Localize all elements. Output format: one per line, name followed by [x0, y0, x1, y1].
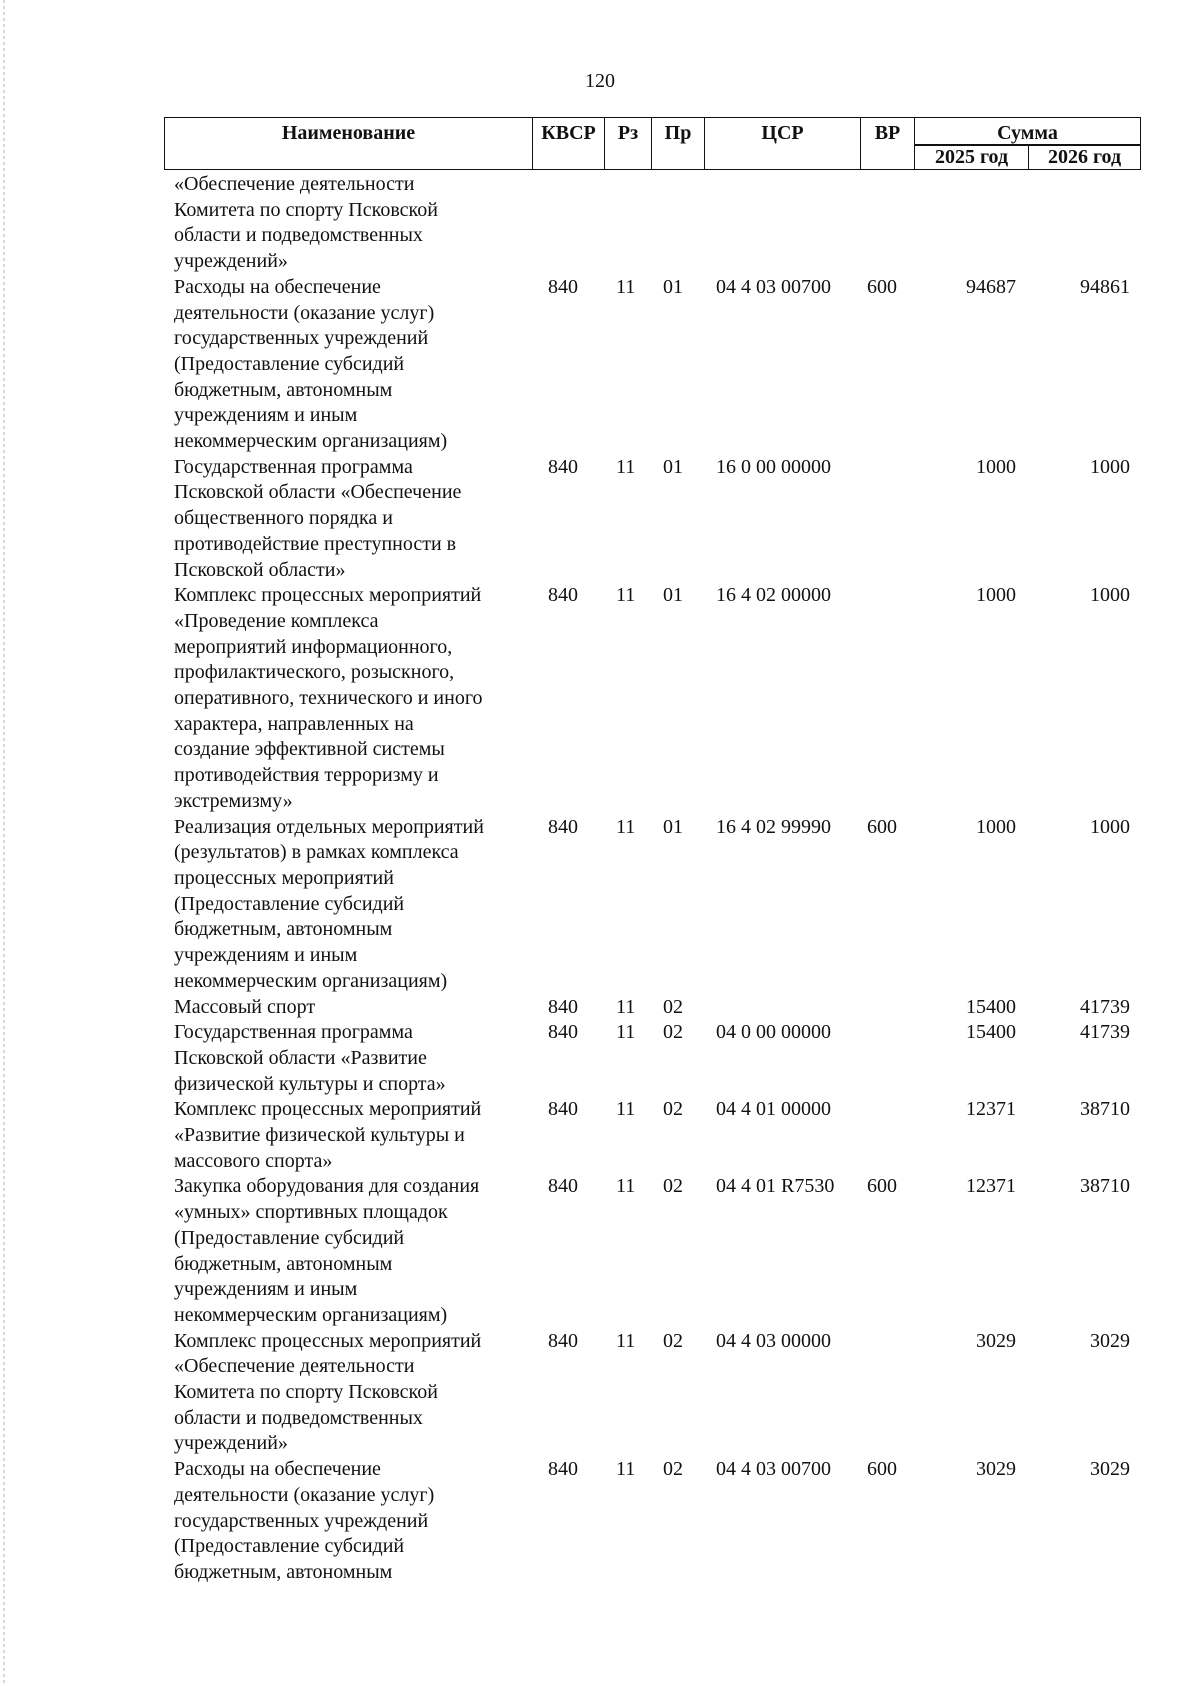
row-csr: 04 4 03 00000: [716, 1329, 831, 1352]
row-kvsr: 840: [548, 995, 578, 1018]
header-rz: Рз: [604, 117, 651, 170]
row-sum-2025: 15400: [966, 1021, 1016, 1044]
row-rz: 11: [616, 1098, 636, 1121]
row-pr: 02: [663, 1458, 683, 1481]
row-csr: 16 4 02 99990: [716, 815, 831, 838]
page-number: 120: [585, 70, 615, 92]
row-rz: 11: [616, 455, 636, 478]
row-sum-2025: 15400: [966, 995, 1016, 1018]
table-row: [0, 455, 1200, 584]
row-pr: 02: [663, 1329, 683, 1352]
row-sum-2026: 1000: [1090, 584, 1130, 607]
table-row: [0, 1174, 1200, 1328]
row-rz: 11: [616, 584, 636, 607]
table-body: [0, 172, 1200, 1586]
header-year-2026: 2026 год: [1028, 144, 1141, 170]
row-name: Расходы на обеспечение деятельности (оказание услуг) государственных учреждений (Предоставление субсидий бюджетным, автономным учреждениям и иным некоммерческим организациям): [174, 275, 448, 453]
table-row: [0, 1097, 1200, 1174]
row-name: Государственная программа Псковской области «Развитие физической культуры и спорта»: [174, 1021, 446, 1095]
header-kvsr: КВСР: [532, 117, 604, 170]
row-sum-2026: 3029: [1090, 1329, 1130, 1352]
row-name: Комплекс процессных мероприятий «Обеспечение деятельности Комитета по спорту Псковской области и подведомственных учреждений»: [174, 1329, 482, 1455]
row-sum-2026: 3029: [1090, 1458, 1130, 1481]
table-row: [0, 172, 1200, 275]
row-rz: 11: [616, 1175, 636, 1198]
row-sum-2025: 12371: [966, 1175, 1016, 1198]
header-vr: ВР: [860, 117, 914, 170]
row-pr: 02: [663, 1175, 683, 1198]
row-vr: 600: [867, 1458, 897, 1481]
row-name: Закупка оборудования для создания «умных» спортивных площадок (Предоставление субсидий бюджетным, автономным учреждениям и иным некоммерческим организациям): [174, 1175, 480, 1326]
row-sum-2025: 12371: [966, 1098, 1016, 1121]
row-sum-2026: 38710: [1080, 1098, 1130, 1121]
row-csr: 04 0 00 00000: [716, 1021, 831, 1044]
row-name: Расходы на обеспечение деятельности (оказание услуг) государственных учреждений (Предоставление субсидий бюджетным, автономным: [174, 1458, 435, 1583]
table-row: [0, 1457, 1200, 1586]
row-csr: 16 4 02 00000: [716, 584, 831, 607]
table-row: [0, 995, 1200, 1021]
row-csr: 04 4 01 R7530: [716, 1175, 835, 1198]
table-header: [164, 117, 1141, 173]
row-csr: 04 4 03 00700: [716, 275, 831, 298]
row-kvsr: 840: [548, 584, 578, 607]
row-pr: 02: [663, 995, 683, 1018]
row-kvsr: 840: [548, 1458, 578, 1481]
row-sum-2025: 3029: [976, 1329, 1016, 1352]
row-sum-2026: 41739: [1080, 995, 1130, 1018]
row-name: Массовый спорт: [174, 995, 316, 1018]
row-rz: 11: [616, 275, 636, 298]
row-kvsr: 840: [548, 815, 578, 838]
table-row: [0, 1020, 1200, 1097]
row-rz: 11: [616, 815, 636, 838]
row-name: Комплекс процессных мероприятий «Проведение комплекса мероприятий информационного, профилактического, розыскного, оперативного, технического и иного характера, направленных на создание эффективной системы противодействия терроризму и экстремизму»: [174, 584, 483, 812]
row-sum-2026: 38710: [1080, 1175, 1130, 1198]
row-sum-2026: 1000: [1090, 815, 1130, 838]
row-kvsr: 840: [548, 1175, 578, 1198]
row-rz: 11: [616, 995, 636, 1018]
table-row: [0, 583, 1200, 814]
row-kvsr: 840: [548, 455, 578, 478]
row-sum-2026: 1000: [1090, 455, 1130, 478]
header-year-2025: 2025 год: [914, 144, 1028, 170]
row-vr: 600: [867, 815, 897, 838]
row-sum-2026: 94861: [1080, 275, 1130, 298]
row-pr: 02: [663, 1021, 683, 1044]
table-row: [0, 815, 1200, 995]
row-vr: 600: [867, 275, 897, 298]
row-vr: 600: [867, 1175, 897, 1198]
row-name: Комплекс процессных мероприятий «Развитие физической культуры и массового спорта»: [174, 1098, 482, 1172]
row-pr: 01: [663, 584, 683, 607]
row-csr: 16 0 00 00000: [716, 455, 831, 478]
row-kvsr: 840: [548, 275, 578, 298]
row-pr: 01: [663, 275, 683, 298]
row-pr: 01: [663, 455, 683, 478]
row-rz: 11: [616, 1329, 636, 1352]
header-csr: ЦСР: [704, 117, 860, 170]
row-kvsr: 840: [548, 1021, 578, 1044]
header-sum: Сумма: [914, 117, 1141, 146]
row-rz: 11: [616, 1021, 636, 1044]
row-sum-2025: 1000: [976, 815, 1016, 838]
row-name: Государственная программа Псковской области «Обеспечение общественного порядка и противодействие преступности в Псковской области»: [174, 455, 462, 581]
row-csr: 04 4 01 00000: [716, 1098, 831, 1121]
row-sum-2025: 1000: [976, 455, 1016, 478]
header-name: Наименование: [164, 117, 532, 170]
row-sum-2026: 41739: [1080, 1021, 1130, 1044]
row-sum-2025: 3029: [976, 1458, 1016, 1481]
row-kvsr: 840: [548, 1098, 578, 1121]
row-rz: 11: [616, 1458, 636, 1481]
row-sum-2025: 1000: [976, 584, 1016, 607]
table-row: [0, 1329, 1200, 1458]
row-pr: 01: [663, 815, 683, 838]
row-name: Реализация отдельных мероприятий (результатов) в рамках комплекса процессных мероприятий (Предоставление субсидий бюджетным, автономным учреждениям и иным некоммерческим организациям): [174, 815, 484, 992]
row-kvsr: 840: [548, 1329, 578, 1352]
row-pr: 02: [663, 1098, 683, 1121]
row-name: «Обеспечение деятельности Комитета по спорту Псковской области и подведомственных учреждений»: [174, 173, 438, 273]
header-pr: Пр: [651, 117, 704, 170]
row-csr: 04 4 03 00700: [716, 1458, 831, 1481]
row-sum-2025: 94687: [966, 275, 1016, 298]
table-row: [0, 275, 1200, 455]
